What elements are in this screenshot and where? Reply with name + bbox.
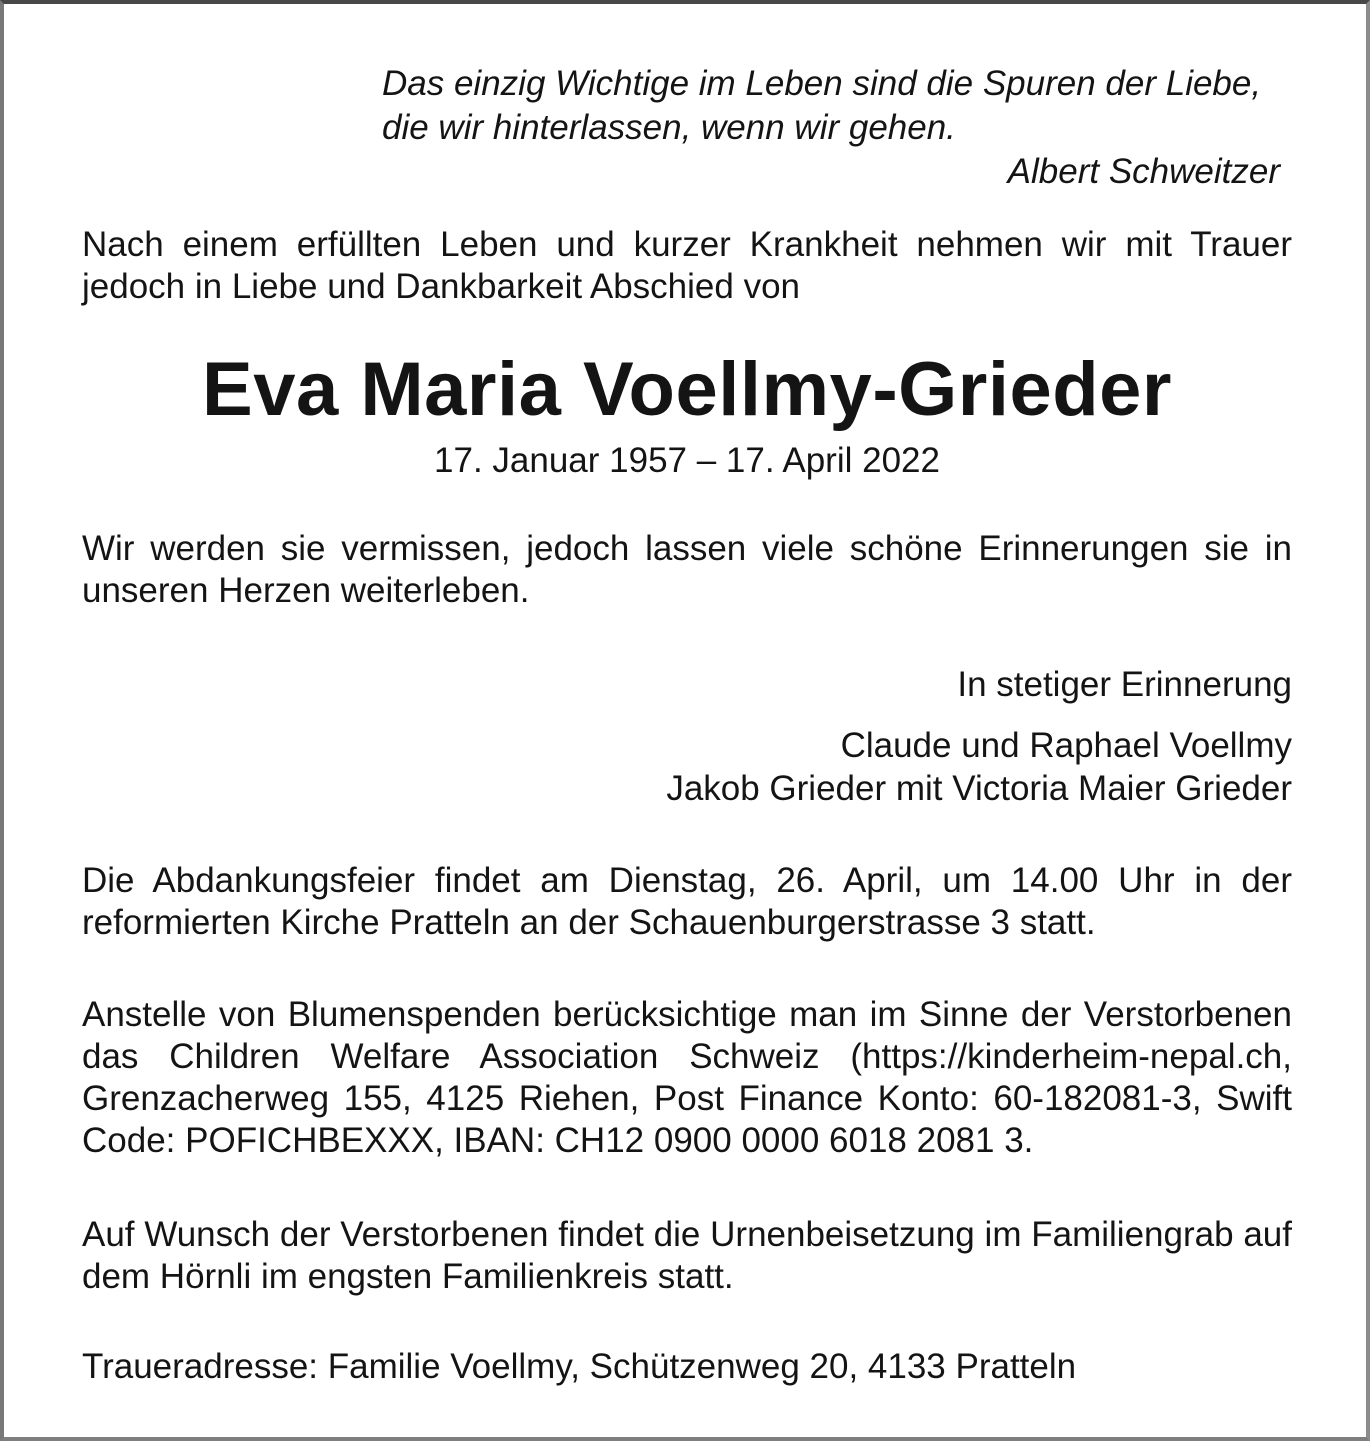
quote-block [382, 62, 1280, 194]
intro-paragraph: Nach einem erfüllten Leben und kurzer Krankheit nehmen wir mit Trauer jedoch in Liebe und Dankbarkeit Abschied von [82, 225, 1292, 306]
quote-text-line-1: Das einzig Wichtige im Leben sind die Spuren der Liebe, [382, 64, 1262, 103]
service-paragraph: Die Abdankungsfeier findet am Dienstag, 26. April, um 14.00 Uhr in der reformierten Kirche Pratteln an der Schauenburgerstrasse 3 statt. [82, 861, 1292, 942]
donations-paragraph: Anstelle von Blumenspenden berücksichtige man im Sinne der Verstorbenen das Children Welfare Association Schweiz (https://kinderheim-nepal.ch, Grenzacherweg 155, 4125 Riehen, Post Finance Konto: 60-182081-3, Swift Code: POFICHBEXXX, IBAN: CH12 0900 0000 6018 2081 3. [82, 995, 1292, 1160]
burial-paragraph: Auf Wunsch der Verstorbenen findet die Urnenbeisetzung im Familiengrab auf dem Hörnli im engsten Familienkreis statt. [82, 1215, 1292, 1296]
life-dates: 17. Januar 1957 – 17. April 2022 [434, 441, 940, 480]
mourner-line-1: Claude und Raphael Voellmy [840, 726, 1292, 765]
mourners-list [82, 724, 1292, 810]
quote-attribution: Albert Schweitzer [1007, 152, 1280, 191]
mourning-address-line: Traueradresse: Familie Voellmy, Schützenweg 20, 4133 Pratteln [82, 1347, 1077, 1386]
deceased-name: Eva Maria Voellmy-Grieder [202, 347, 1172, 432]
quote-text-line-2: die wir hinterlassen, wenn wir gehen. [382, 108, 956, 147]
memory-line: In stetiger Erinnerung [957, 665, 1292, 704]
remembrance-paragraph: Wir werden sie vermissen, jedoch lassen viele schöne Erinnerungen sie in unseren Herzen weiterleben. [82, 529, 1292, 610]
mourner-line-2: Jakob Grieder mit Victoria Maier Grieder [666, 769, 1292, 808]
